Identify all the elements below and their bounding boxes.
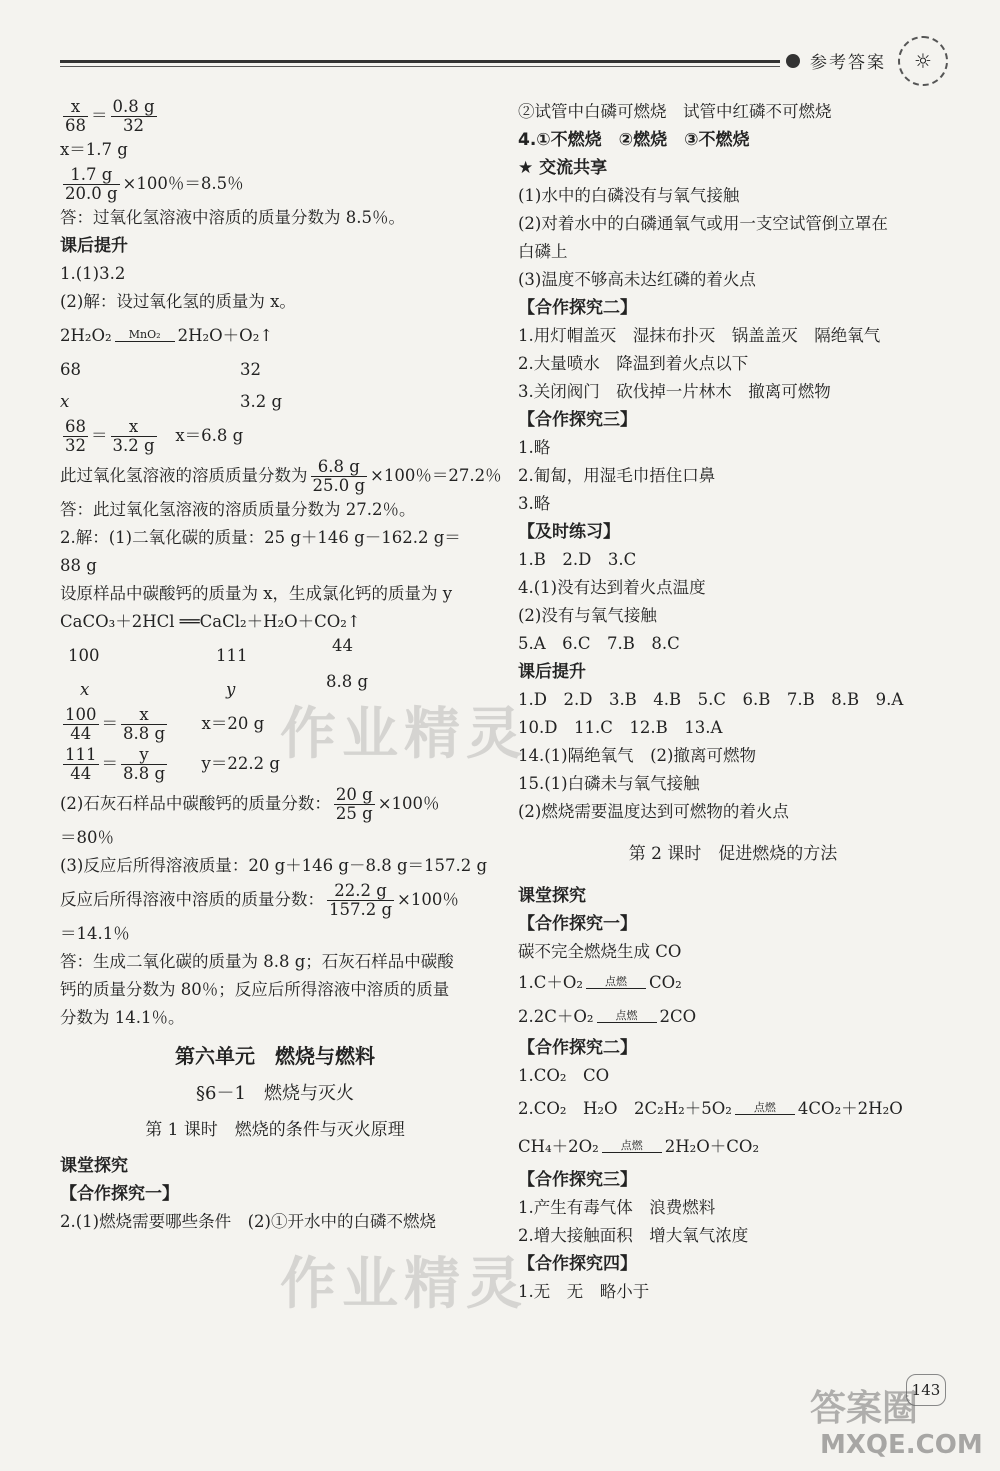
- text-line: 钙的质量分数为 80％；反应后所得溶液中溶质的质量: [60, 980, 450, 999]
- text-line: 2.(1)燃烧需要哪些条件 (2)①开水中的白磷不燃烧: [60, 1212, 436, 1231]
- text-line: 14.(1)隔绝氧气 (2)撤离可燃物: [518, 746, 756, 765]
- text-line: ②试管中白磷可燃烧 试管中红磷不可燃烧: [518, 102, 832, 121]
- subsection-heading: 【合作探究三】: [518, 410, 637, 430]
- text-line: (1)水中的白磷没有与氧气接触: [518, 186, 740, 205]
- reaction-equation: [518, 1000, 948, 1034]
- text-line: 2.增大接触面积 增大氧气浓度: [518, 1226, 749, 1245]
- ratio-value: 32: [240, 360, 261, 379]
- section-heading: 课堂探究: [518, 886, 586, 906]
- text-line: 白磷上: [518, 242, 568, 261]
- ratio-row: [60, 388, 490, 416]
- watermark-url: MXQE.COM: [820, 1430, 983, 1460]
- equation: [60, 784, 490, 824]
- reactants: 2.CO₂ H₂O 2C₂H₂＋5O₂: [518, 1099, 732, 1118]
- section-heading: 课后提升: [60, 236, 128, 256]
- section-title: §6－1 燃烧与灭火: [196, 1083, 354, 1104]
- denominator: 25 g: [335, 804, 373, 823]
- header-line-thin: [60, 66, 780, 67]
- equation: $\frac{68}{32}$ ＝ $\frac{x}{3.2 g}$ x＝6.8 g: [65, 417, 244, 455]
- equation-tail: y＝22.2 g: [201, 754, 280, 773]
- subsection-heading: 【合作探究一】: [60, 1184, 179, 1204]
- watermark: 作业精灵: [280, 1252, 528, 1317]
- watermark-logo: 答案圈: [810, 1388, 919, 1429]
- text-line: (2)对着水中的白磷通氧气或用一支空试管倒立罩在: [518, 214, 888, 233]
- numerator: 0.8 g: [112, 97, 155, 116]
- numerator: 6.8 g: [311, 458, 368, 477]
- numerator: x: [63, 98, 88, 117]
- text-line: x＝1.7 g: [60, 140, 128, 159]
- ratio-value: x: [80, 680, 90, 699]
- numerator: 20 g: [335, 785, 373, 804]
- unit-title: 第六单元 燃烧与燃料: [175, 1044, 375, 1068]
- reaction-equation: [60, 316, 490, 356]
- watermark: 作业精灵: [280, 702, 528, 767]
- numerator: x: [121, 706, 167, 725]
- sun-logo-icon: ☼: [898, 36, 948, 86]
- text-line: 10.D 11.C 12.B 13.A: [518, 718, 723, 737]
- equation-tail: ×100％＝8.5％: [122, 174, 244, 193]
- lesson-title: 第 1 课时 燃烧的条件与灭火原理: [145, 1120, 405, 1140]
- right-column: [518, 98, 948, 1306]
- equation: [60, 880, 490, 920]
- text-line: 设原样品中碳酸钙的质量为 x，生成氯化钙的质量为 y: [60, 584, 453, 603]
- subsection-heading: 【合作探究一】: [518, 914, 637, 934]
- reaction-condition: 点燃: [605, 975, 628, 988]
- page-number: 143: [906, 1374, 946, 1406]
- text-line: 88 g: [60, 556, 97, 575]
- numerator: x: [111, 418, 157, 437]
- numerator: 68: [65, 417, 86, 436]
- products: 2H₂O＋O₂↑: [177, 326, 274, 345]
- text-line: 1.CO₂ CO: [518, 1066, 610, 1085]
- equation-tail: ×100％: [377, 794, 440, 813]
- ratio-value: 68: [60, 360, 81, 379]
- reactants: 2.2C＋O₂: [518, 1007, 594, 1026]
- products: 2CO: [659, 1007, 697, 1026]
- text-line: 3.关闭阀门 砍伐掉一片林木 撤离可燃物: [518, 382, 831, 401]
- text-line: 4.(1)没有达到着火点温度: [518, 578, 706, 597]
- reaction-equation: [518, 1128, 948, 1166]
- products: 4CO₂＋2H₂O: [797, 1099, 903, 1118]
- text-line: 1.略: [518, 438, 551, 457]
- equation-tail: x＝20 g: [201, 714, 265, 733]
- reaction-equation: [518, 966, 948, 1000]
- header-title: 参考答案: [810, 53, 886, 73]
- header-line: [60, 60, 780, 63]
- text-line: (2)燃烧需要温度达到可燃物的着火点: [518, 802, 789, 821]
- reactants: 1.C＋O₂: [518, 973, 584, 992]
- numerator: 22.2 g: [327, 882, 394, 901]
- reaction-condition: 点燃: [615, 1009, 638, 1022]
- subsection-heading: 【合作探究二】: [518, 298, 637, 318]
- text-line: 2.匍匐，用湿毛巾捂住口鼻: [518, 466, 716, 485]
- equation: [60, 456, 502, 496]
- text-line: 1.用灯帽盖灭 湿抹布扑灭 锅盖盖灭 隔绝氧气: [518, 326, 881, 345]
- text-line: 4.①不燃烧 ②燃烧 ③不燃烧: [518, 130, 750, 150]
- text-line: 分数为 14.1％。: [60, 1008, 185, 1027]
- denominator: 8.8 g: [123, 764, 166, 783]
- section-heading: 课后提升: [518, 662, 586, 682]
- ratio-value: 44: [332, 636, 353, 655]
- text-line: 1.D 2.D 3.B 4.B 5.C 6.B 7.B 8.B 9.A: [518, 690, 904, 709]
- denominator: 68: [65, 116, 86, 135]
- ratio-value: x: [60, 392, 70, 411]
- text-line: (2)解：设过氧化氢的质量为 x。: [60, 292, 296, 311]
- denominator: 44: [70, 764, 92, 783]
- denominator: 157.2 g: [329, 900, 393, 919]
- denominator: 25.0 g: [312, 476, 366, 495]
- equation-tail: ×100％＝27.2％: [370, 466, 502, 485]
- denominator: 20.0 g: [65, 184, 118, 203]
- denominator: 32: [123, 116, 145, 135]
- subsection-heading: 【合作探究四】: [518, 1254, 637, 1274]
- subsection-heading: 【合作探究三】: [518, 1170, 637, 1190]
- text-line: 1.无 无 略小于: [518, 1282, 650, 1301]
- subsection-heading: 【合作探究二】: [518, 1038, 637, 1058]
- equation-tail: ×100％: [397, 890, 459, 909]
- products: CO₂: [649, 973, 682, 992]
- ratio-value: 8.8 g: [326, 672, 369, 691]
- equation: $\frac{111}{44}$ ＝ $\frac{y}{8.8 g}$ y＝22.2 g: [65, 745, 280, 783]
- equation-prefix: 此过氧化氢溶液的溶质质量分数为: [60, 466, 308, 485]
- reaction-equation: [518, 1090, 948, 1128]
- equation-prefix: (2)石灰石样品中碳酸钙的质量分数：: [60, 794, 331, 813]
- ratio-value: 111: [216, 646, 248, 665]
- subsection-heading: ★ 交流共享: [518, 158, 608, 178]
- ratio-row: [60, 356, 490, 384]
- text-line: 3.略: [518, 494, 551, 513]
- numerator: y: [121, 746, 167, 765]
- denominator: 32: [65, 436, 86, 455]
- ratio-value: 100: [68, 646, 100, 665]
- reaction-equation: CaCO₃＋2HCl ══CaCl₂＋H₂O＋CO₂↑: [60, 612, 361, 631]
- text-line: (3)温度不够高未达红磷的着火点: [518, 270, 756, 289]
- left-column: [60, 96, 502, 1236]
- ratio-row: [60, 636, 490, 670]
- reaction-condition: 点燃: [620, 1139, 643, 1152]
- ratio-value: 3.2 g: [240, 392, 283, 411]
- text-line: 答：此过氧化氢溶液的溶质质量分数为 27.2％。: [60, 500, 416, 519]
- denominator: 44: [70, 724, 92, 743]
- text-line: 2.解：(1)二氧化碳的质量：25 g＋146 g－162.2 g＝: [60, 528, 461, 547]
- numerator: 100: [65, 705, 97, 724]
- text-line: 1.(1)3.2: [60, 264, 126, 283]
- text-line: 碳不完全燃烧生成 CO: [518, 942, 682, 961]
- text-line: ＝80％: [60, 828, 114, 847]
- reaction-condition: MnO₂: [128, 328, 161, 341]
- lesson-title: 第 2 课时 促进燃烧的方法: [628, 844, 838, 864]
- reactants: CH₄＋2O₂: [518, 1137, 599, 1156]
- text-line: 1.产生有毒气体 浪费燃料: [518, 1198, 716, 1217]
- products: 2H₂O＋CO₂: [664, 1137, 760, 1156]
- text-line: (2)没有与氧气接触: [518, 606, 657, 625]
- text-line: ＝14.1％: [60, 924, 130, 943]
- equation: $\frac{100}{44}$ ＝ $\frac{x}{8.8 g}$ x＝20 g: [65, 705, 265, 743]
- ratio-value: y: [226, 680, 236, 699]
- text-line: 1.B 2.D 3.C: [518, 550, 637, 569]
- section-heading: 课堂探究: [60, 1156, 128, 1176]
- subsection-heading: 【及时练习】: [518, 522, 620, 542]
- equation-prefix: 反应后所得溶液中溶质的质量分数：: [60, 890, 324, 909]
- text-line: 答：过氧化氢溶液中溶质的质量分数为 8.5％。: [60, 208, 405, 227]
- numerator: 1.7 g: [63, 166, 120, 185]
- numerator: 111: [65, 745, 97, 764]
- equation-tail: x＝6.8 g: [175, 426, 244, 445]
- text-line: 15.(1)白磷未与氧气接触: [518, 774, 700, 793]
- denominator: 3.2 g: [112, 436, 155, 455]
- header-dot: [786, 54, 800, 68]
- text-line: 5.A 6.C 7.B 8.C: [518, 634, 680, 653]
- equation: $\frac{x}{68}$ ＝ $\frac{0.8 g}{32}$: [65, 97, 155, 135]
- text-line: 答：生成二氧化碳的质量为 8.8 g；石灰石样品中碳酸: [60, 952, 454, 971]
- text-line: (3)反应后所得溶液质量：20 g＋146 g－8.8 g＝157.2 g: [60, 856, 488, 875]
- reaction-condition: 点燃: [753, 1101, 776, 1114]
- denominator: 8.8 g: [123, 724, 166, 743]
- reactants: 2H₂O₂: [60, 326, 112, 345]
- equation: [60, 164, 490, 204]
- text-line: 2.大量喷水 降温到着火点以下: [518, 354, 749, 373]
